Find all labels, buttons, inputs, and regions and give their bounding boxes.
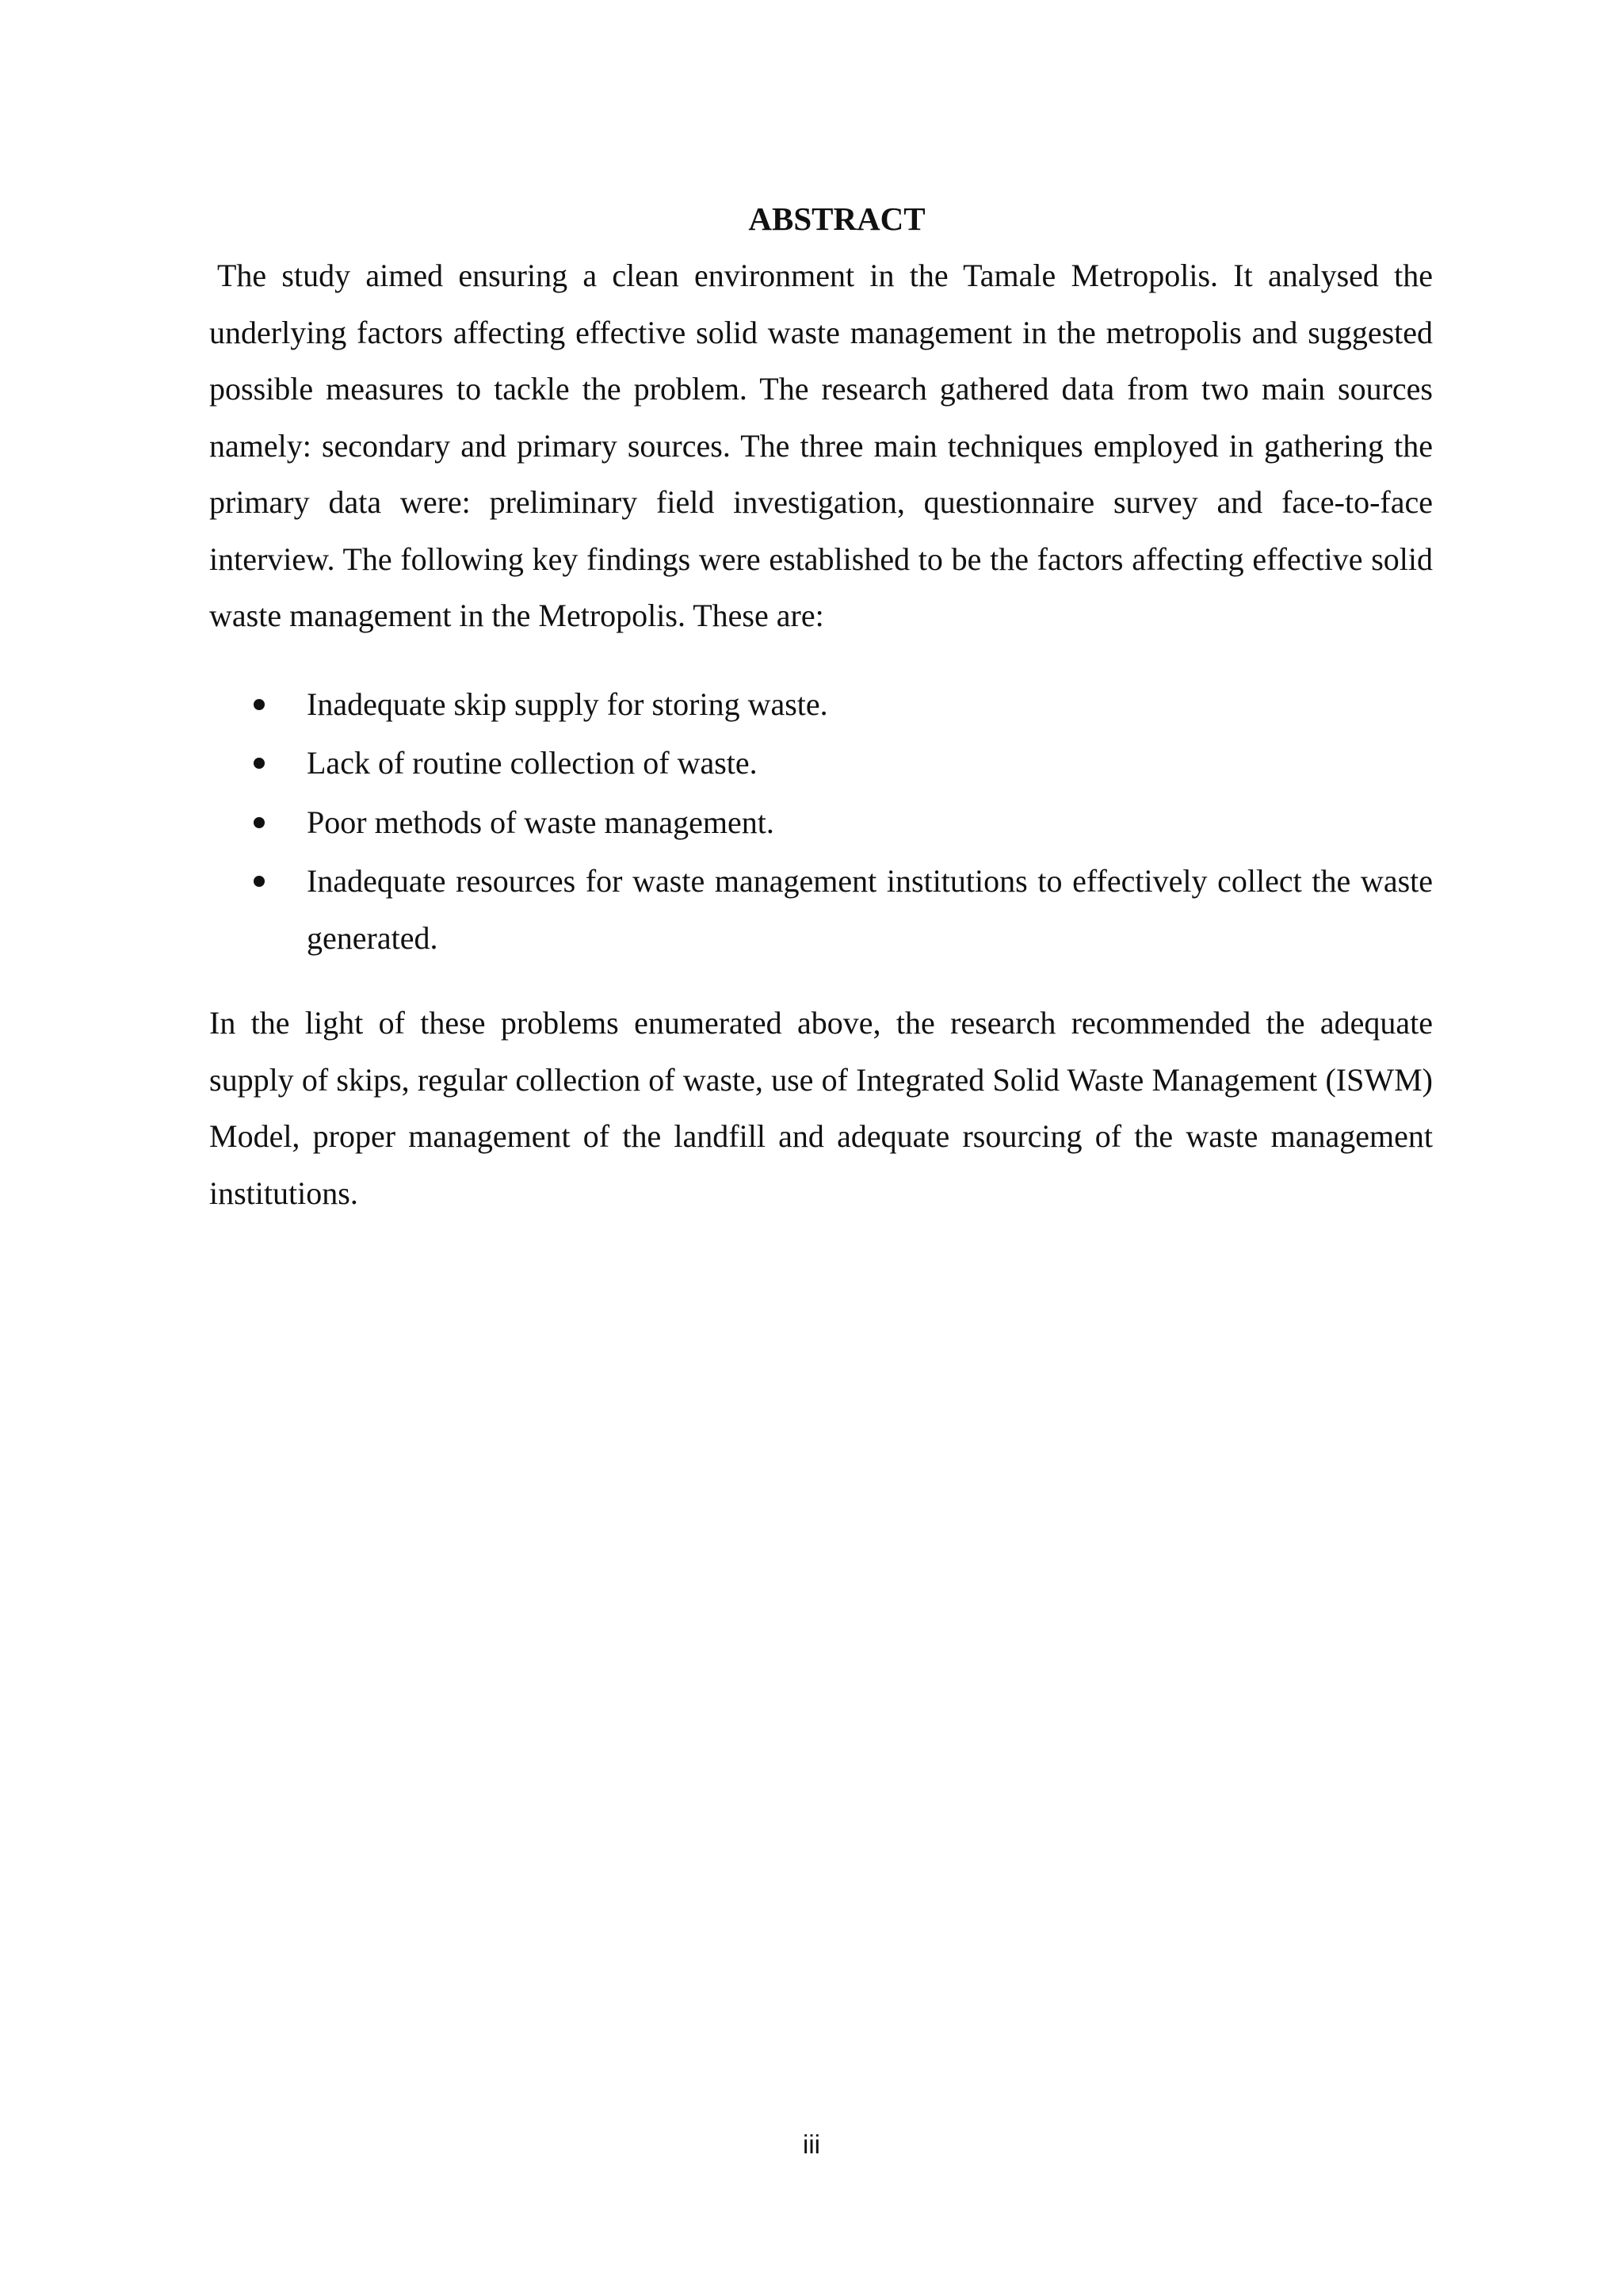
finding-text: Poor methods of waste management. xyxy=(307,804,774,840)
bullet-icon xyxy=(254,699,265,710)
abstract-title: ABSTRACT xyxy=(748,201,926,237)
page-number: iii xyxy=(803,2130,820,2159)
finding-text: Lack of routine collection of waste. xyxy=(307,745,758,781)
finding-text: Inadequate skip supply for storing waste. xyxy=(307,686,828,722)
intro-paragraph: The study aimed ensuring a clean environment in the Tamale Metropolis. It analysed the underlying factors affecting effective solid waste management in the metropolis and suggested possible measures to tackle the problem. The research gathered data from two main sources namely: secondary and primary sources. The three main techniques employed in gathering the primary data were: preliminary field investigation, questionnaire survey and face-to-face interview. The following key findings were established to be the factors affecting effective solid waste management in the Metropolis. These are: xyxy=(209,258,1433,633)
list-item xyxy=(209,794,1433,851)
bullet-icon xyxy=(254,876,265,887)
list-item xyxy=(209,853,1433,966)
finding-text: Inadequate resources for waste management institutions to effectively collect the waste generated. xyxy=(307,863,1433,956)
list-item xyxy=(209,735,1433,792)
list-item xyxy=(209,676,1433,733)
bullet-icon xyxy=(254,758,265,769)
closing-paragraph: In the light of these problems enumerated above, the research recommended the adequate supply of skips, regular collection of waste, use of Integrated Solid Waste Management (ISWM) Model, proper management of the landfill and adequate rsourcing of the waste management institutions. xyxy=(209,1005,1433,1211)
bullet-icon xyxy=(254,817,265,828)
findings-list xyxy=(209,676,1433,967)
abstract-section xyxy=(209,190,1433,1221)
